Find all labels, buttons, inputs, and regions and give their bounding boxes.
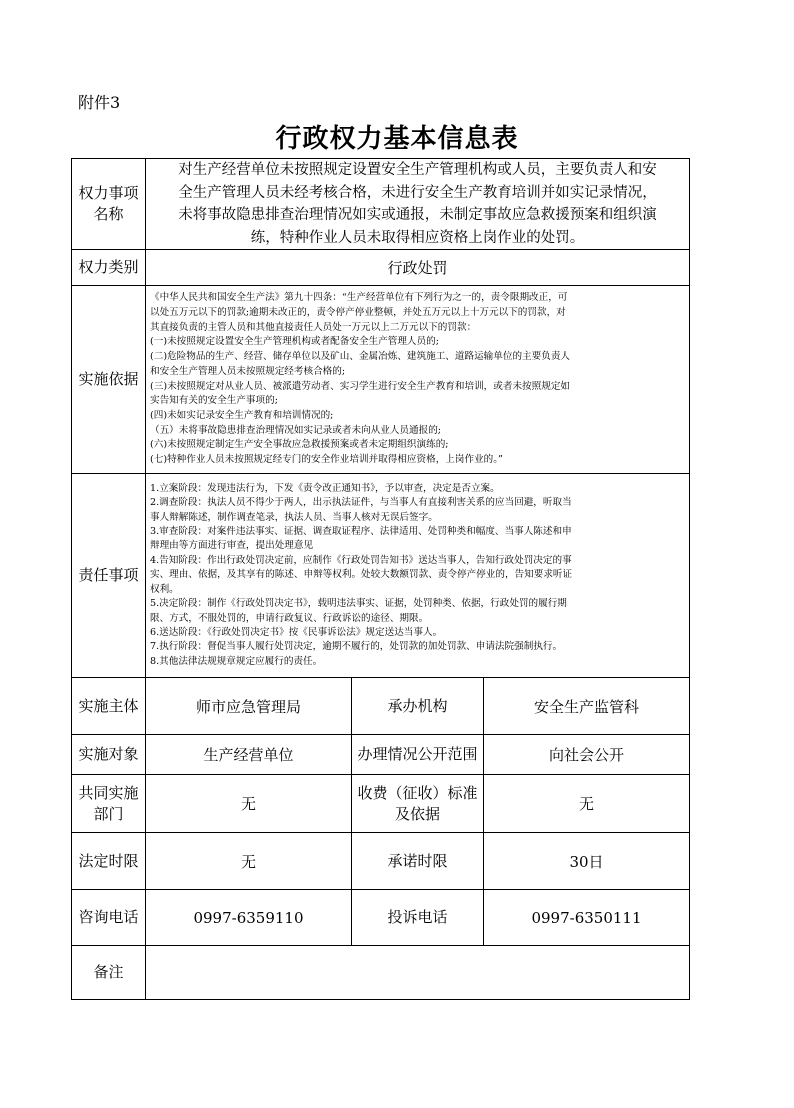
row-time-limit [72,833,690,890]
handling-agency-value: 安全生产监管科 [484,678,690,735]
remarks-value [146,946,690,1000]
power-name-label: 权力事项 名称 [72,159,146,250]
subject-label: 实施主体 [72,678,146,735]
attachment-label: 附件3 [78,93,121,112]
row-power-name [72,159,690,250]
legal-time-limit-label: 法定时限 [72,833,146,890]
target-value: 生产经营单位 [146,735,352,775]
power-category-value: 行政处罚 [146,250,690,286]
complaint-phone-label: 投诉电话 [352,890,484,946]
row-joint [72,775,690,833]
joint-dept-value: 无 [146,775,352,833]
joint-dept-label: 共同实施 部门 [72,775,146,833]
responsibility-text: 1.立案阶段：发现违法行为，下发《责令改正通知书》，予以审查，决定是否立案。 2.调查阶段：执法人员不得少于两人，出示执法证件，与当事人有直接利害关系的应当回避，听取当 事人辩解陈述，制作调查笔录，执法人员、当事人核对无误后签字。 3.审查阶段：对案件违法事实、证据、调查取证程序、法律适用、处罚种类和幅度、当事人陈述和申 辩理由等方面进行审查，提出处理意见 4.告知阶段：作出行政处罚决定前，应制作《行政处罚告知书》送达当事人，告知行政处罚决定的事 实、理由、依据，及其享有的陈述、申辩等权利。处较大数额罚款、责令停产停业的，告知要求听证 权利。 5.决定阶段：制作《行政处罚决定书》，载明违法事实、证据，处罚种类、依据，行政处罚的履行期 限、方式，不服处罚的，申请行政复议、行政诉讼的途径、期限。 6.送达阶段：《行政处罚决定书》按《民事诉讼法》规定送达当事人。 7.执行阶段：督促当事人履行处罚决定，逾期不履行的，处罚款的加处罚款、申请法院强制执行。 8.其他法律法规规章规定应履行的责任。 [146,474,690,678]
row-remarks [72,946,690,1000]
power-name-value: 对生产经营单位未按照规定设置安全生产管理机构或人员，主要负责人和安 全生产管理人员未经考核合格，未进行安全生产教育培训并如实记录情况， 未将事故隐患排查治理情况如实或通报，未制定事故应急救援预案和组织演 练，特种作业人员未取得相应资格上岗作业的处罚。 [146,159,690,250]
page-title: 行政权力基本信息表 [275,124,519,154]
row-phone [72,890,690,946]
disclosure-scope-label: 办理情况公开范围 [352,735,484,775]
basis-text: 《中华人民共和国安全生产法》第九十四条：“生产经营单位有下列行为之一的，责令限期改正，可 以处五万元以下的罚款;逾期未改正的，责令停产停业整顿，并处五万元以上十万元以下的罚款，对 其直接负责的主管人员和其他直接责任人员处一万元以上二万元以下的罚款： (一)未按照规定设置安全生产管理机构或者配备安全生产管理人员的; (二)危险物品的生产、经营、储存单位以及矿山、金属冶炼、建筑施工、道路运输单位的主要负责人 和安全生产管理人员未按照规定经考核合格的; (三)未按照规定对从业人员、被派遣劳动者、实习学生进行安全生产教育和培训，或者未按照规定如 实告知有关的安全生产事项的; (四)未如实记录安全生产教育和培训情况的; （五）未将事故隐患排查治理情况如实记录或者未向从业人员通报的; (六)未按照规定制定生产安全事故应急救援预案或者未定期组织演练的; (七)特种作业人员未按照规定经专门的安全作业培训并取得相应资格，上岗作业的。” [146,286,690,474]
fee-standard-value: 无 [484,775,690,833]
legal-time-limit-value: 无 [146,833,352,890]
basis-label: 实施依据 [72,286,146,474]
row-target [72,735,690,775]
remarks-label: 备注 [72,946,146,1000]
subject-value: 师市应急管理局 [146,678,352,735]
row-subject [72,678,690,735]
responsibility-label: 责任事项 [72,474,146,678]
handling-agency-label: 承办机构 [352,678,484,735]
info-table [71,158,690,1000]
target-label: 实施对象 [72,735,146,775]
consult-phone-value: 0997-6359110 [146,890,352,946]
row-basis [72,286,690,474]
disclosure-scope-value: 向社会公开 [484,735,690,775]
complaint-phone-value: 0997-6350111 [484,890,690,946]
row-power-category [72,250,690,286]
power-category-label: 权力类别 [72,250,146,286]
consult-phone-label: 咨询电话 [72,890,146,946]
promised-time-limit-value: 30日 [484,833,690,890]
promised-time-limit-label: 承诺时限 [352,833,484,890]
fee-standard-label: 收费（征收）标准 及依据 [352,775,484,833]
row-responsibility [72,474,690,678]
